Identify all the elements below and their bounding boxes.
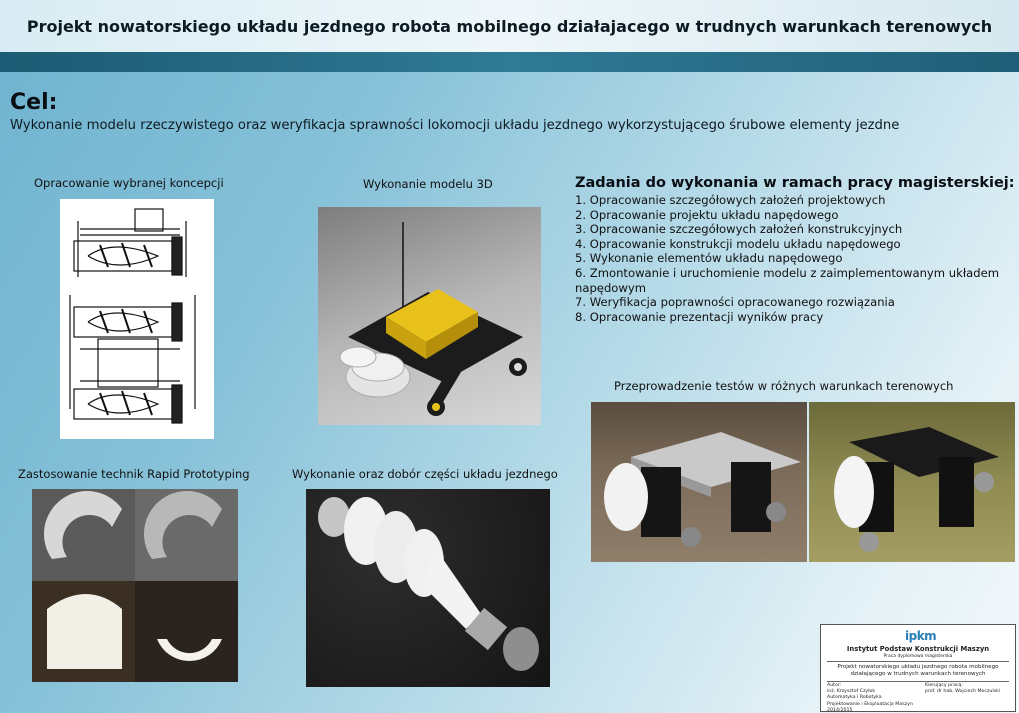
task-item: 3. Opracowanie szczegółowych założeń konstrukcyjnych bbox=[575, 222, 903, 237]
academic-year: 2014/2015 bbox=[827, 707, 853, 713]
task-item: 2. Opracowanie projektu układu napędowego bbox=[575, 207, 839, 222]
author-label: Autor: bbox=[827, 683, 842, 688]
rapid-prototyping-drawing bbox=[32, 489, 238, 682]
task-item: 1. Opracowanie szczegółowych założeń projektowych bbox=[575, 193, 886, 207]
tasks-heading: Zadania do wykonania w ramach pracy magisterskiej: bbox=[575, 175, 1015, 191]
task-item: 7. Weryfikacja poprawności opracowanego rozwiązania bbox=[575, 295, 895, 310]
model3d-caption: Wykonanie modelu 3D bbox=[363, 177, 493, 191]
model3d-render bbox=[318, 207, 541, 425]
poster-title: Projekt nowatorskiego układu jezdnego robota mobilnego działajacego w trudnych warunkach terenowych bbox=[26, 16, 993, 36]
concept-caption: Opracowanie wybranej koncepcji bbox=[34, 176, 224, 190]
parts-photo-drawing bbox=[306, 489, 550, 687]
specialty: Projektowanie i Eksploatacja Maszyn bbox=[827, 701, 913, 707]
concept-sketch bbox=[60, 199, 214, 439]
divider bbox=[827, 681, 1009, 682]
divider bbox=[827, 661, 1009, 662]
parts-caption: Wykonanie oraz dobór części układu jezdnego bbox=[292, 467, 558, 481]
ipkm-logo: ipkm bbox=[905, 629, 937, 643]
task-item: 6. Zmontowanie i uruchomienie modelu z zaimplementowanym układem napędowym bbox=[575, 265, 1000, 295]
goal-text: Wykonanie modelu rzeczywistego oraz weryfikacja sprawności lokomocji układu jezdnego wykorzystującego śrubowe elementy jezdne bbox=[10, 118, 900, 133]
header-band bbox=[0, 52, 1019, 72]
rapid-prototyping-photos bbox=[32, 489, 238, 682]
parts-photo bbox=[306, 489, 550, 687]
goal-heading: Cel: bbox=[10, 90, 58, 115]
author-name: inż. Krzysztof Czyłok bbox=[827, 689, 876, 695]
test-photo-grass-drawing bbox=[809, 402, 1015, 562]
test-photo-soil-drawing bbox=[591, 402, 807, 562]
supervisor-name: prof. dr hab. Wojciech Moczulski bbox=[925, 689, 1001, 695]
model3d-robot-drawing bbox=[318, 207, 541, 425]
test-photo-grass bbox=[809, 402, 1015, 562]
thesis-type: Praca dyplomowa magisterska bbox=[883, 654, 953, 659]
task-item: 5. Wykonanie elementów układu napędowego bbox=[575, 251, 843, 266]
tasks-section bbox=[575, 175, 1015, 324]
task-item: 4. Opracowanie konstrukcji modelu układu napędowego bbox=[575, 236, 901, 251]
field-of-study: Automatyka i Robotyka bbox=[827, 695, 882, 701]
title-bar bbox=[0, 0, 1019, 52]
concept-sketch-drawing bbox=[60, 199, 214, 439]
author-block bbox=[827, 683, 913, 713]
tasks-list bbox=[575, 193, 1015, 324]
project-title: Projekt nowatorskiego układu jezdnego robota mobilnego działającego w trudnych warunkach terenowych bbox=[837, 664, 999, 677]
supervisor-block bbox=[925, 683, 1000, 695]
supervisor-label: Kierujący pracą: bbox=[925, 683, 963, 688]
institute-info-box bbox=[820, 624, 1016, 712]
task-item: 8. Opracowanie prezentacji wyników pracy bbox=[575, 309, 824, 324]
institute-name: Instytut Podstaw Konstrukcji Maszyn bbox=[846, 645, 990, 653]
rapid-caption: Zastosowanie technik Rapid Prototyping bbox=[18, 467, 250, 481]
tests-caption: Przeprowadzenie testów w różnych warunkach terenowych bbox=[614, 379, 954, 393]
test-photo-soil bbox=[591, 402, 807, 562]
